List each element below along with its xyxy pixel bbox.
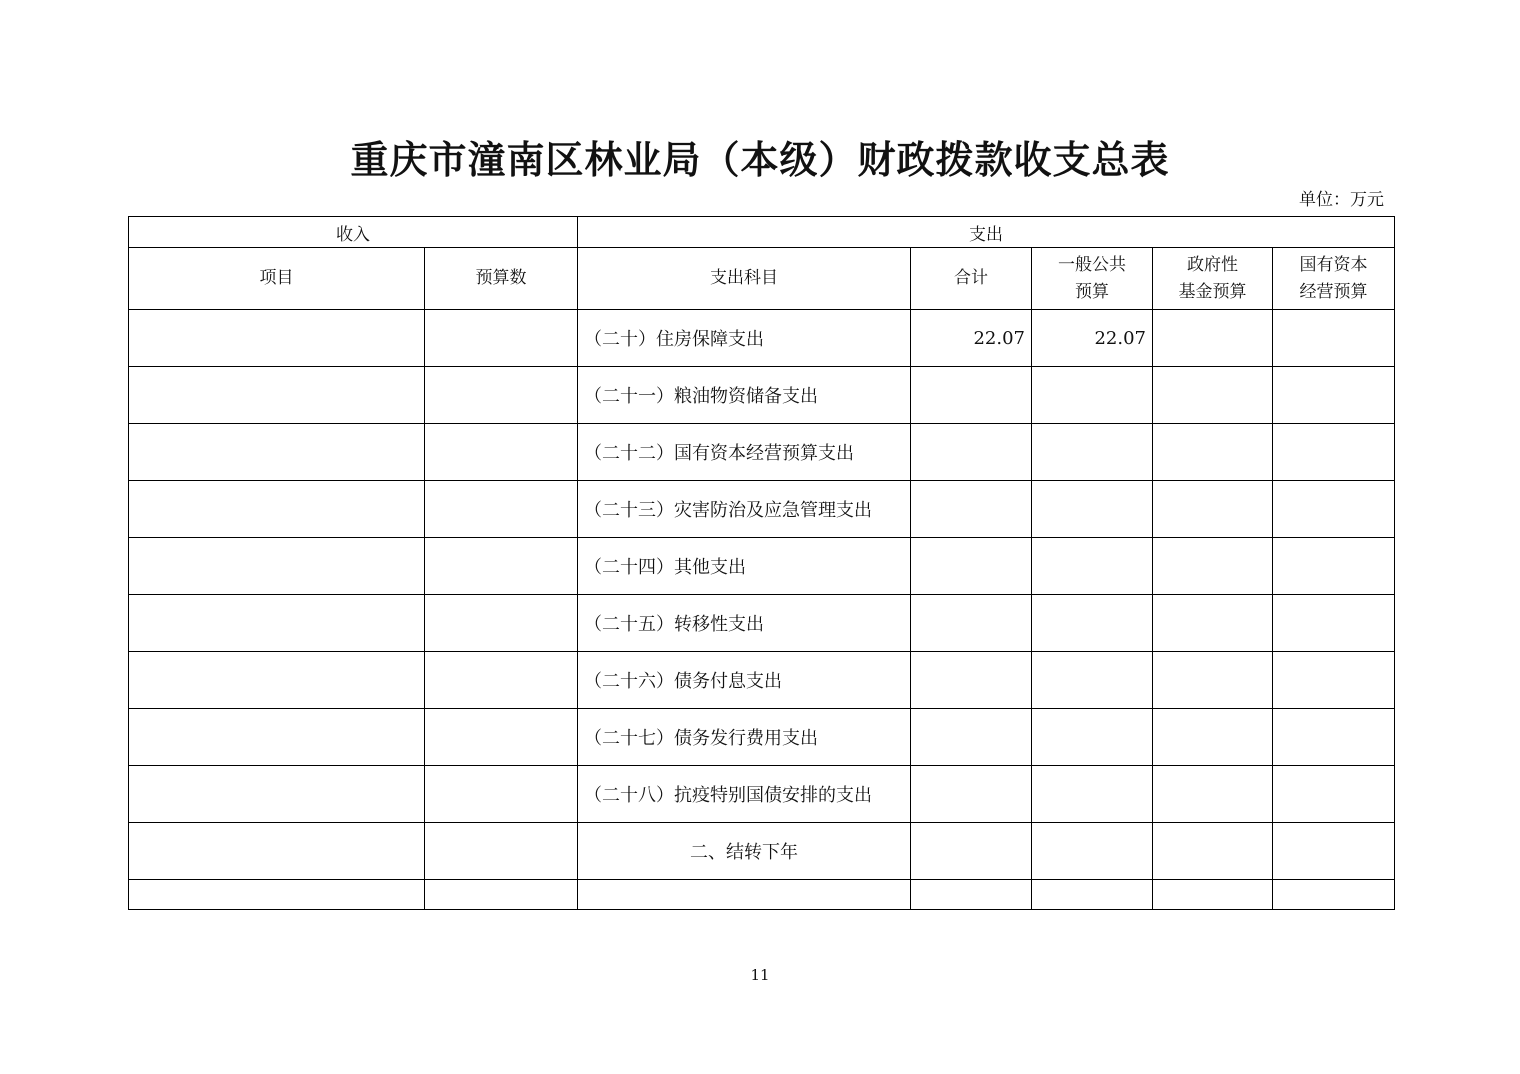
cell-general (1032, 823, 1153, 880)
col-header-item: 项目 (129, 248, 425, 310)
cell-item (129, 538, 425, 595)
cell-fund (1153, 538, 1273, 595)
cell-total (911, 652, 1032, 709)
table-row (129, 823, 1395, 880)
cell-total (911, 880, 1032, 910)
table-row (129, 538, 1395, 595)
table-row (129, 766, 1395, 823)
cell-item (129, 823, 425, 880)
cell-budget (425, 880, 578, 910)
col-header-total: 合计 (911, 248, 1032, 310)
page-title: 重庆市潼南区林业局（本级）财政拨款收支总表 (350, 137, 1170, 182)
cell-fund (1153, 310, 1273, 367)
table-row (129, 595, 1395, 652)
cell-state (1273, 766, 1395, 823)
cell-state (1273, 424, 1395, 481)
cell-budget (425, 595, 578, 652)
cell-total (911, 709, 1032, 766)
cell-budget (425, 538, 578, 595)
table-row (129, 709, 1395, 766)
cell-item (129, 595, 425, 652)
table-row (129, 367, 1395, 424)
col-header-state: 国有资本 经营预算 (1273, 248, 1395, 310)
cell-subject: 二、结转下年 (578, 823, 911, 880)
cell-budget (425, 766, 578, 823)
cell-state (1273, 652, 1395, 709)
cell-budget (425, 709, 578, 766)
cell-general (1032, 538, 1153, 595)
page-number: 11 (750, 966, 770, 984)
cell-item (129, 652, 425, 709)
cell-subject: （二十三）灾害防治及应急管理支出 (578, 481, 911, 538)
col-header-general: 一般公共 预算 (1032, 248, 1153, 310)
cell-state (1273, 367, 1395, 424)
cell-total (911, 538, 1032, 595)
cell-fund (1153, 367, 1273, 424)
cell-item (129, 424, 425, 481)
cell-total (911, 595, 1032, 652)
cell-state (1273, 310, 1395, 367)
unit-label: 单位：万元 (1299, 190, 1384, 210)
cell-state (1273, 481, 1395, 538)
table-row (129, 424, 1395, 481)
cell-subject: （二十八）抗疫特别国债安排的支出 (578, 766, 911, 823)
cell-total: 22.07 (911, 310, 1032, 367)
cell-total (911, 766, 1032, 823)
col-header-budget: 预算数 (425, 248, 578, 310)
table-row (129, 481, 1395, 538)
cell-fund (1153, 880, 1273, 910)
cell-subject: （二十六）债务付息支出 (578, 652, 911, 709)
cell-subject: （二十五）转移性支出 (578, 595, 911, 652)
cell-general (1032, 709, 1153, 766)
cell-item (129, 766, 425, 823)
cell-total (911, 823, 1032, 880)
cell-subject (578, 880, 911, 910)
cell-general: 22.07 (1032, 310, 1153, 367)
cell-total (911, 424, 1032, 481)
cell-item (129, 367, 425, 424)
cell-fund (1153, 424, 1273, 481)
cell-state (1273, 823, 1395, 880)
cell-state (1273, 709, 1395, 766)
cell-general (1032, 766, 1153, 823)
table-row (129, 880, 1395, 910)
cell-fund (1153, 823, 1273, 880)
col-header-fund: 政府性 基金预算 (1153, 248, 1273, 310)
cell-fund (1153, 709, 1273, 766)
header-row-group (129, 217, 1395, 248)
cell-total (911, 367, 1032, 424)
cell-general (1032, 367, 1153, 424)
cell-budget (425, 310, 578, 367)
expense-header: 支出 (578, 217, 1395, 248)
budget-table (128, 216, 1395, 910)
cell-budget (425, 823, 578, 880)
cell-item (129, 481, 425, 538)
cell-general (1032, 481, 1153, 538)
cell-budget (425, 367, 578, 424)
income-header: 收入 (129, 217, 578, 248)
cell-fund (1153, 481, 1273, 538)
cell-budget (425, 652, 578, 709)
header-row-columns (129, 248, 1395, 310)
cell-item (129, 709, 425, 766)
table-row (129, 652, 1395, 709)
cell-subject: （二十）住房保障支出 (578, 310, 911, 367)
cell-budget (425, 481, 578, 538)
cell-general (1032, 595, 1153, 652)
cell-budget (425, 424, 578, 481)
cell-state (1273, 880, 1395, 910)
cell-fund (1153, 652, 1273, 709)
table-row (129, 310, 1395, 367)
cell-subject: （二十二）国有资本经营预算支出 (578, 424, 911, 481)
cell-item (129, 310, 425, 367)
cell-subject: （二十一）粮油物资储备支出 (578, 367, 911, 424)
cell-fund (1153, 766, 1273, 823)
cell-total (911, 481, 1032, 538)
cell-general (1032, 424, 1153, 481)
cell-fund (1153, 595, 1273, 652)
col-header-subject: 支出科目 (578, 248, 911, 310)
cell-general (1032, 652, 1153, 709)
cell-subject: （二十四）其他支出 (578, 538, 911, 595)
cell-item (129, 880, 425, 910)
cell-state (1273, 595, 1395, 652)
cell-subject: （二十七）债务发行费用支出 (578, 709, 911, 766)
cell-state (1273, 538, 1395, 595)
cell-general (1032, 880, 1153, 910)
